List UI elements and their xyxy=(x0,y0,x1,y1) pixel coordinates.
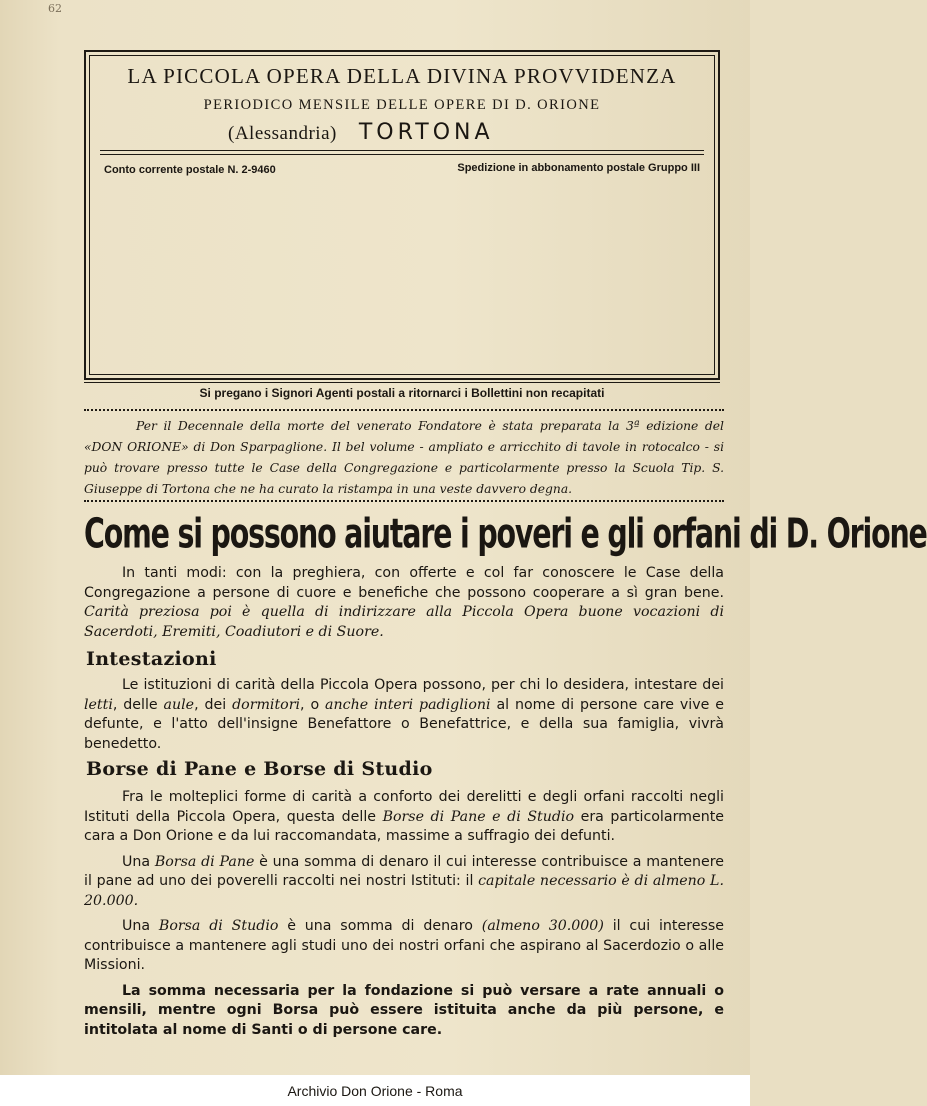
masthead-rule xyxy=(100,154,704,155)
italic-run: dormitori xyxy=(232,696,301,713)
italic-run: anche interi padiglioni xyxy=(325,696,491,713)
opening-text: In tanti modi: con la preghiera, con offerte e col far conoscere le Case della Congregazione a persone di cuore e benefiche che possono cooperare a sì gran bene. xyxy=(84,565,724,601)
italic-run: Borsa di Studio xyxy=(158,918,279,934)
masthead-subtitle: PERIODICO MENSILE DELLE OPERE DI D. ORIONE xyxy=(203,97,601,113)
notice-rule-top xyxy=(84,382,720,383)
italic-run: capitale necessario è di almeno L. 20.000. xyxy=(84,873,724,909)
dotted-rule-bottom xyxy=(84,500,724,502)
italic-run: aule xyxy=(163,696,195,713)
opening-paragraph-block xyxy=(84,564,724,642)
text-run: è una somma di denaro il cui interesse contribuisce a mantenere il pane ad uno dei poverelli raccolti nei nostri Istituti: il xyxy=(84,853,724,889)
borse-paragraph-4: La somma necessaria per la fondazione si può versare a rate annuali o mensili, mentre ogni Borsa può essere istituita anche da più persone, e intitolata al nome di Santi o di persone care. xyxy=(84,982,724,1038)
text-run: Fra le molteplici forme di carità a conforto dei derelitti e degli orfani raccolti negli Istituti della Piccola Opera, questa delle xyxy=(84,789,724,825)
intro-announcement: Per il Decennale della morte del venerato Fondatore è stata preparata la 3ª edizione del «DON ORIONE» di Don Sparpaglione. Il bel volume - ampliato e arricchito di tavole in rotocalco - si può trovare presso tutte le Case della Congregazione e particolarmente presso la Scuola Tip. S. Giuseppe di Tortona che ne ha curato la ristampa in una veste davvero degna. xyxy=(84,419,724,496)
italic-run: (almeno 30.000) xyxy=(481,918,604,934)
masthead-box xyxy=(84,50,720,380)
opening-italic: Carità preziosa poi è quella di indirizzare alla Piccola Opera buone vocazioni di Sacerdoti, Eremiti, Coadiutori e di Suore. xyxy=(84,604,724,640)
text-run: , o xyxy=(300,696,326,713)
section-heading-borse: Borse di Pane e Borse di Studio xyxy=(86,758,433,780)
text-run: è una somma di denaro xyxy=(278,918,482,934)
postal-notice: Si pregano i Signori Agenti postali a ritornarci i Bollettini non recapitati xyxy=(199,386,605,400)
text-run: , dei xyxy=(194,696,233,713)
section-heading-intestazioni: Intestazioni xyxy=(86,648,217,670)
text-run: Una xyxy=(122,918,159,934)
borse-paragraph-2 xyxy=(84,853,724,912)
postal-shipping: Spedizione in abbonamento postale Gruppo III xyxy=(457,162,700,174)
page-marker: 62 xyxy=(48,2,62,15)
borse-block xyxy=(84,788,724,1040)
intestazioni-block xyxy=(84,676,724,754)
intestazioni-paragraph xyxy=(84,676,724,754)
postal-account: Conto corrente postale N. 2-9460 xyxy=(104,164,276,176)
borse-paragraph-3 xyxy=(84,917,724,976)
archive-footer: Archivio Don Orione - Roma xyxy=(287,1083,463,1099)
text-run: era particolarmente cara a Don Orione e da lui raccomandata, massime a suffragio dei defunti. xyxy=(84,808,724,844)
borse-paragraph-1 xyxy=(84,788,724,847)
masthead-rule xyxy=(100,150,704,151)
text-run: il cui interesse contribuisce a mantenere agli studi uno dei nostri orfani che aspirano al Sacerdozio o alle Missioni. xyxy=(84,918,724,973)
text-run: , delle xyxy=(112,696,164,713)
masthead-city: TORTONA xyxy=(358,120,494,145)
article-title: Come si possono aiutare i poveri e gli orfani di D. Orione xyxy=(84,510,927,558)
text-run: Le istituzioni di carità della Piccola Opera possono, per chi lo desidera, intestare dei xyxy=(122,677,724,693)
masthead-location xyxy=(228,120,494,145)
masthead-province: (Alessandria) xyxy=(228,123,337,144)
italic-run: letti xyxy=(84,696,113,713)
masthead-title: LA PICCOLA OPERA DELLA DIVINA PROVVIDENZA xyxy=(127,64,677,88)
text-run: al nome di persone care vive e defunte, e l'atto dell'insigne Benefattore o Benefattrice, e della sua famiglia, vivrà benedetto. xyxy=(84,696,724,752)
dotted-rule-top xyxy=(84,409,724,411)
italic-run: Borsa di Pane xyxy=(154,853,255,870)
italic-run: Borse di Pane e di Studio xyxy=(382,808,575,825)
text-run: Una xyxy=(122,853,155,870)
opening-paragraph xyxy=(84,564,724,642)
